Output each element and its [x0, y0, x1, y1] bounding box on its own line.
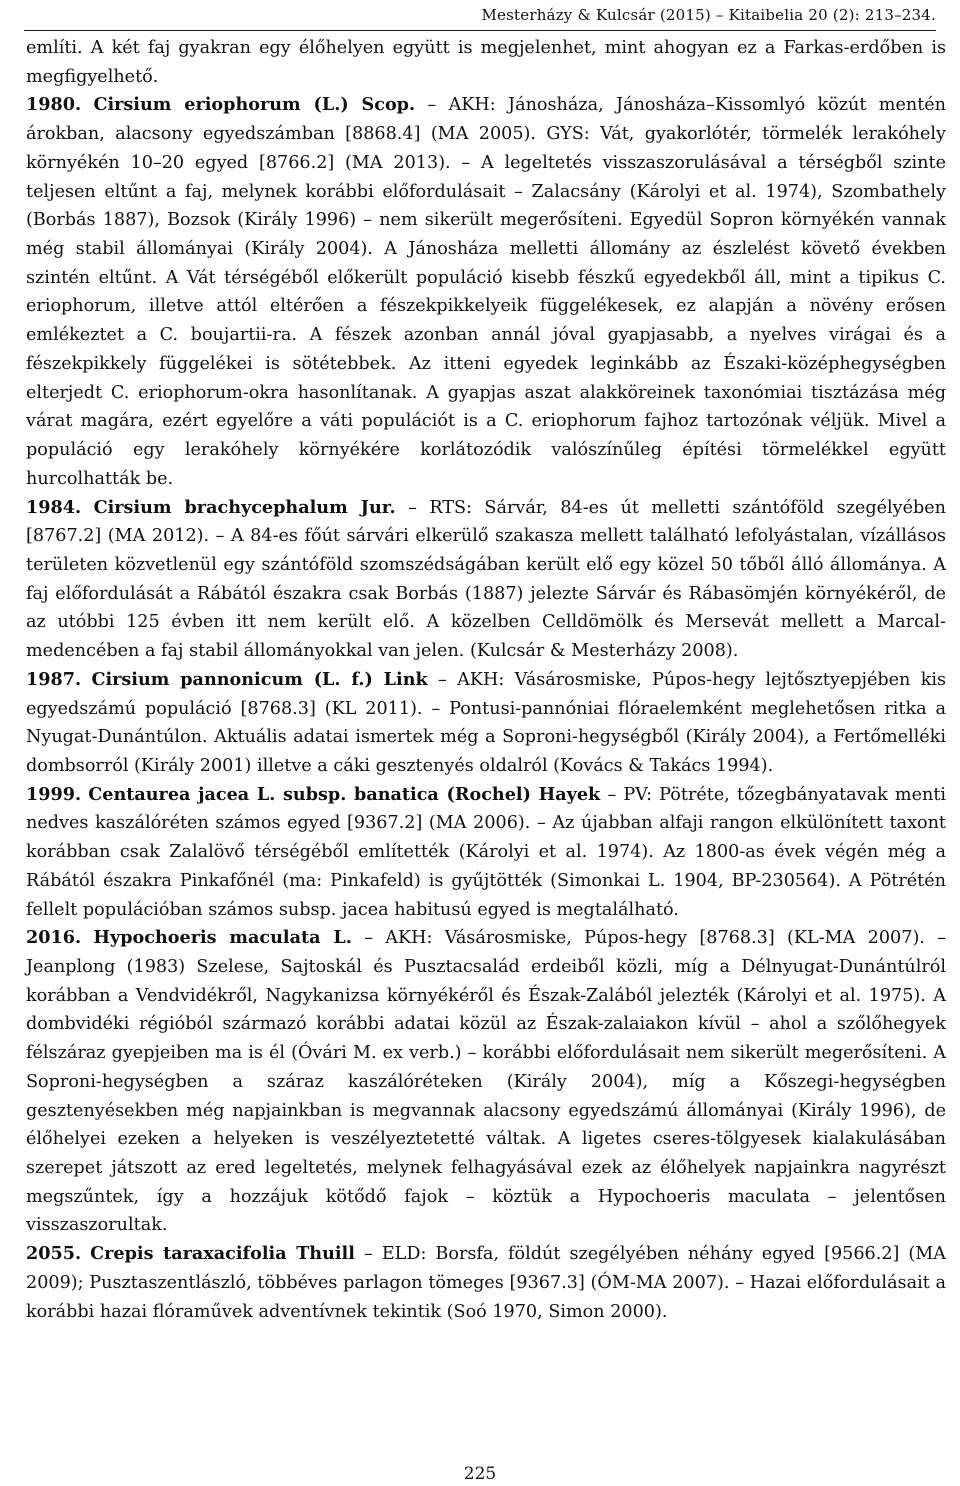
taxon-name: Centaurea jacea L. subsp. banatica (Rochel) Hayek [88, 783, 601, 805]
entry-number: 1980. [26, 94, 82, 116]
entry-number: 1984. [26, 496, 82, 518]
entry-body: – AKH: Vásárosmiske, Púpos-hegy [8768.3] (KL-MA 2007). – Jeanplong (1983) Szelese, Sajtoskál és Pusztacsalád erdeiből közli, míg a Délnyugat-Dunántúlról korábban a Vendvidékről, Nagykanizsa környékéről és Észak-Zalából jelezték (Károlyi et al. 1975). A dombvidéki régióból származó korábbi adatai közül az Észak-zalaiakon kívül – ahol a szőlőhegyek félszáraz gyepjeiben ma is él (Óvári M. ex verb.) – korábbi előfordulásait nem sikerült megerősíteni. A Soproni-hegységben a száraz kaszálóréteken (Király 2004), míg a Kőszegi-hegységben gesztenyésekben még napjainkban is megvannak alacsony egyedszámú állományai (Király 1996), de élőhelyei ezeken a helyeken is veszélyeztetetté váltak. A ligetes cseres-tölgyesek kialakulásában szerepet játszott az ered legeltetés, melynek felhagyásával ezek az élőhelyek napjainkra nagyrészt megszűntek, így a hozzájuk kötődő fajok – köztük a Hypochoeris maculata – jelentősen visszaszorultak. [26, 928, 946, 1236]
entry-number: 2055. [26, 1243, 82, 1265]
taxon-name: Cirsium brachycephalum Jur. [93, 496, 396, 518]
running-header [24, 6, 936, 24]
entry-body: – AKH: Vásárosmiske, Púpos-hegy lejtősztyepjében kis egyedszámú populáció [8768.3] (KL 2011). – Pontusi-pannóniai flóraelemként meglehetősen ritka a Nyugat-Dunántúlon. Aktuális adatai ismertek még a Soproni-hegységből (Király 2004), a Fertőmelléki dombsorról (Király 2001) illetve a cáki gesztenyés oldalról (Kovács & Takács 1994). [26, 669, 947, 776]
page-number: 225 [463, 1464, 497, 1484]
entry-body: – ELD: Borsfa, földút szegélyében néhány egyed [9566.2] (MA 2009); Pusztaszentlászló, többéves parlagon tömeges [9367.3] (ÓM-MA 2007). – Hazai előfordulásait a korábbi hazai flóraművek adventívnek tekintik (Soó 1970, Simon 2000). [26, 1244, 946, 1322]
entry-number: 1987. [26, 668, 82, 690]
taxon-name: Cirsium pannonicum (L. f.) Link [91, 668, 428, 690]
taxon-name: Crepis taraxacifolia Thuill [90, 1243, 355, 1265]
species-entry-2016 [26, 924, 946, 1240]
species-entry-1980 [26, 91, 946, 493]
entry-number: 2016. [26, 927, 82, 949]
entry-number: 1999. [26, 783, 82, 805]
paragraph-text: említi. A két faj gyakran egy élőhelyen együtt is megjelenhet, mint ahogyan ez a Farkas-erdőben is megfigyelhető. [26, 38, 946, 87]
running-head-text: Mesterházy & Kulcsár (2015) – Kitaibelia 20 (2): 213–234. [481, 6, 936, 24]
species-entry-1999 [26, 781, 946, 925]
entry-body: – RTS: Sárvár, 84-es út melletti szántóföld szegélyében [8767.2] (MA 2012). – A 84-es főút sárvári elkerülő szakasza mellett található lefolyástalan, vízállásos területen közvetlenül egy szántóföld szomszédságában került elő egy közel 50 tőből álló állománya. A faj előfordulását a Rábától északra csak Borbás (1887) jelezte Sárvár és Rábasömjén környékéről, de az utóbbi 125 évben itt nem került elő. A közelben Celldömölk és Mersevát mellett a Marcal-medencében a faj stabil állományokkal van jelen. (Kulcsár & Mesterházy 2008). [26, 497, 947, 662]
taxon-name: Hypochoeris maculata L. [93, 927, 352, 949]
species-entry-2055 [26, 1240, 946, 1326]
taxon-name: Cirsium eriophorum (L.) Scop. [93, 94, 416, 116]
header-rule [24, 30, 936, 31]
entry-body: – PV: Pötréte, tőzegbányatavak menti nedves kaszálóréten számos egyed [9367.2] (MA 2006). – Az újabban alfaji rangon elkülönített taxont korábban csak Zalalövő térségéből említették (Károlyi et al. 1974). Az 1800-as évek végén még a Rábától északra Pinkafőnél (ma: Pinkafeld) is gyűjtötték (Simonkai L. 1904, BP-230564). A Pötrétén fellelt populációban számos subsp. jacea habitusú egyed is megtalálható. [26, 784, 947, 920]
article-body [26, 34, 946, 1326]
species-entry-1984 [26, 494, 946, 666]
species-entry-1987 [26, 666, 946, 781]
entry-body: – AKH: Jánosháza, Jánosháza–Kissomlyó közút mentén árokban, alacsony egyedszámban [8868.4] (MA 2005). GYS: Vát, gyakorlótér, törmelék lerakóhely környékén 10–20 egyed [8766.2] (MA 2013). – A legeltetés visszaszorulásával a térségből szinte teljesen eltűnt a faj, melynek korábbi előfordulásait – Zalacsány (Károlyi et al. 1974), Szombathely (Borbás 1887), Bozsok (Király 1996) – nem sikerült megerősíteni. Egyedül Sopron környékén vannak még stabil állományai (Király 2004). A Jánosháza melletti állomány az észlelést követő években szintén eltűnt. A Vát térségéből előkerült populáció kisebb fészkű egyedekből áll, mint a tipikus C. eriophorum, illetve attól eltérően a fészekpikkelyeik függelékesek, ez alapján a növény erősen emlékeztet a C. boujartii-ra. A fészek azonban annál jóval gyapjasabb, a nyelves virágai és a fészekpikkely függelékei is sötétebbek. Az itteni egyedek leginkább az Északi-középhegységben elterjedt C. eriophorum-okra hasonlítanak. A gyapjas aszat alakköreinek taxonómiai tisztázása még várat magára, ezért egyelőre a váti populációt is a C. eriophorum fajhoz tartozónak véljük. Mivel a populáció egy lerakóhely környékére korlátozódik valószínűleg építési törmelékkel együtt hurcolhatták be. [26, 95, 947, 489]
continuation-paragraph [26, 34, 946, 91]
